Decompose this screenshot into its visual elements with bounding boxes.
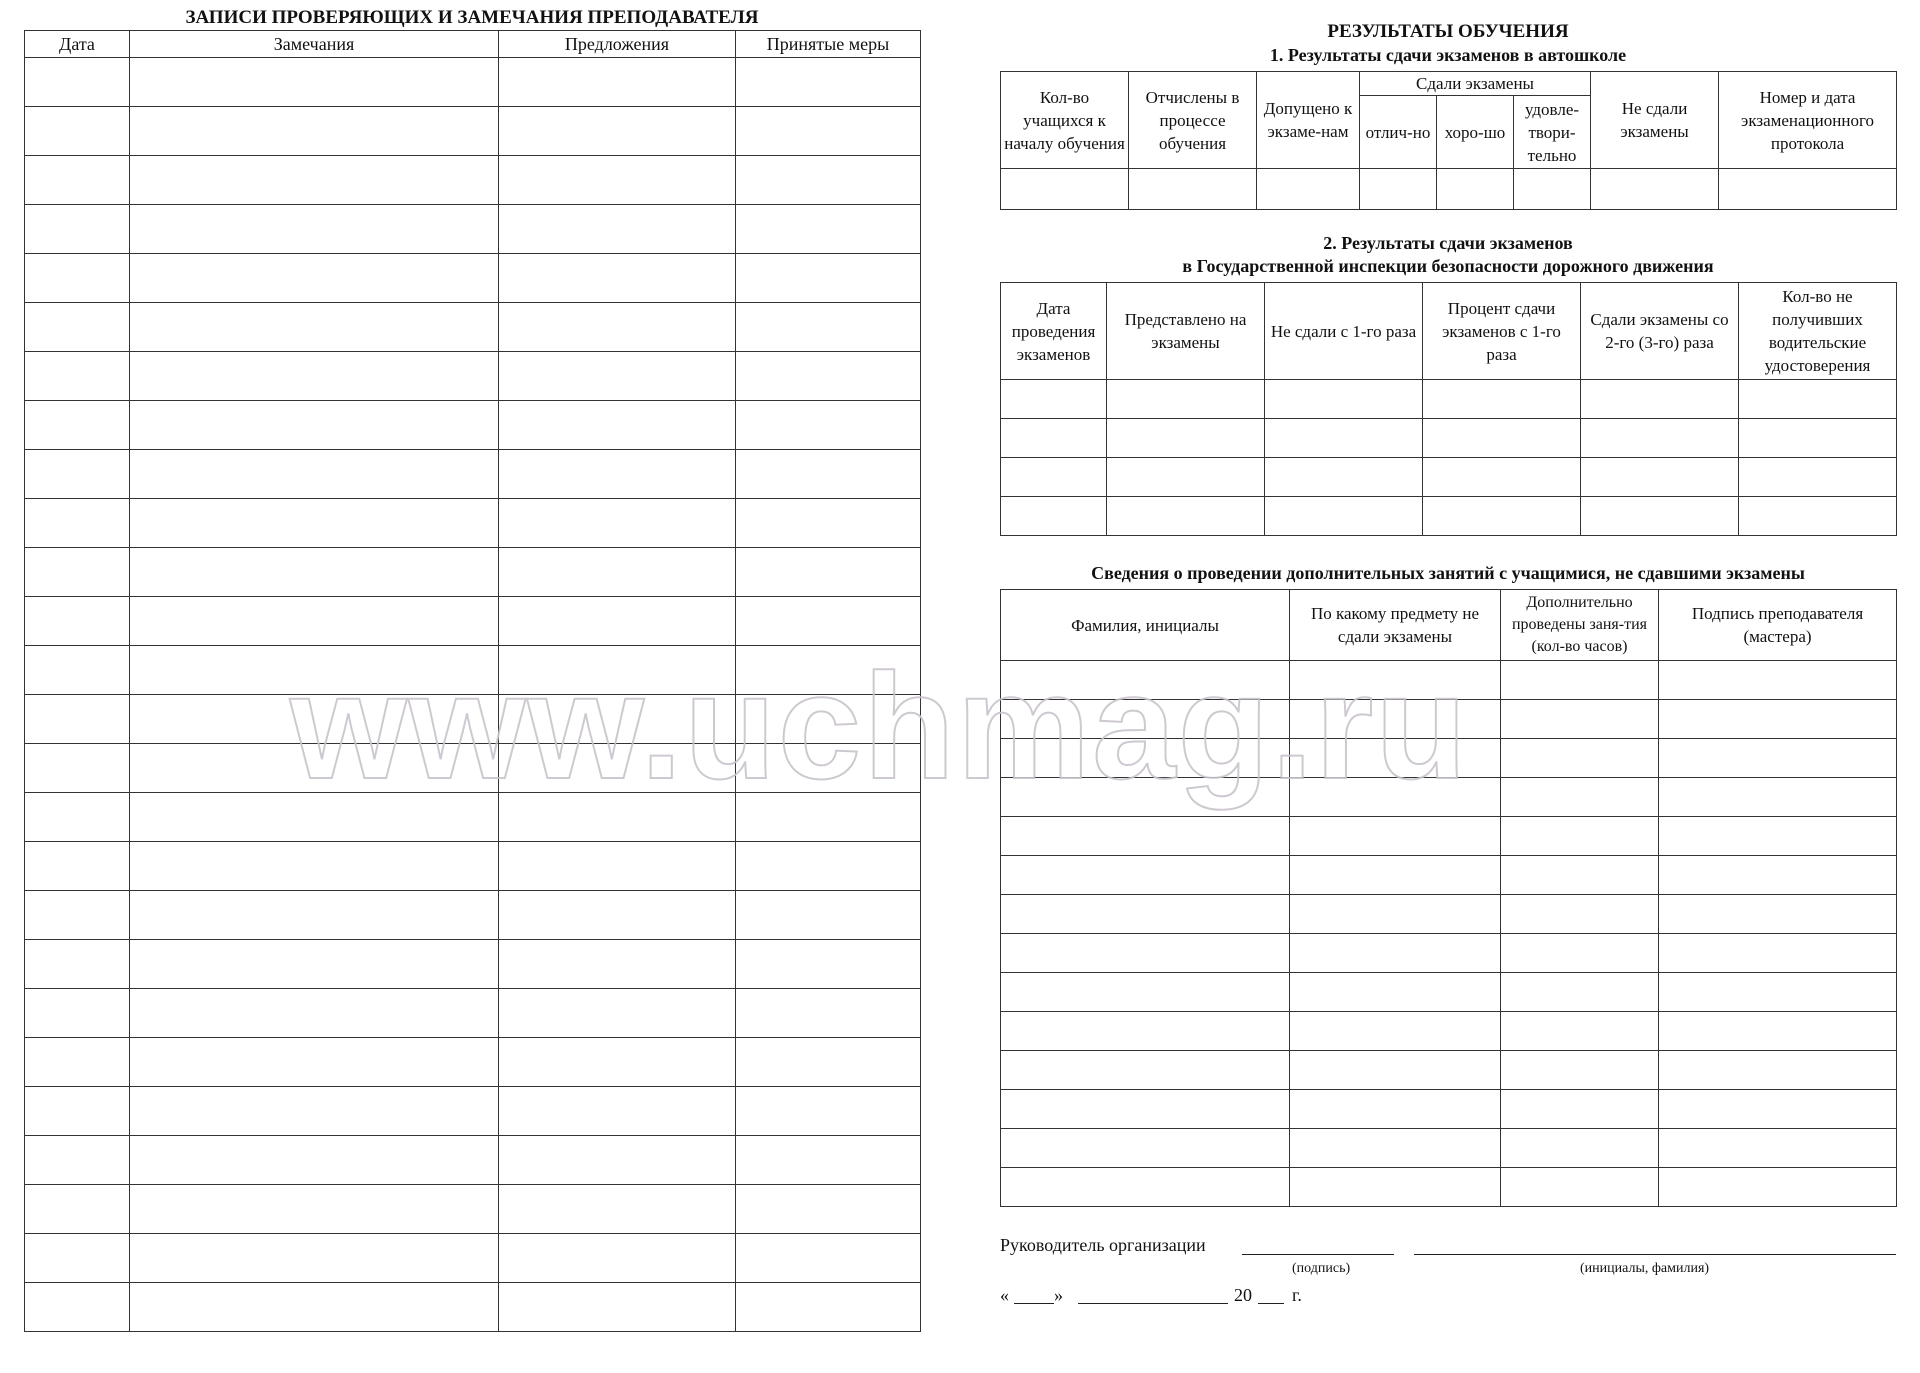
- table-cell[interactable]: [1001, 934, 1290, 973]
- header-name: Фамилия, инициалы: [1001, 590, 1290, 661]
- head-label: Руководитель организации: [1000, 1235, 1206, 1255]
- table-cell[interactable]: [1265, 458, 1423, 497]
- table-cell[interactable]: [1659, 778, 1897, 817]
- table-row: [25, 1038, 921, 1087]
- table-cell[interactable]: [130, 205, 499, 254]
- table-row: [25, 989, 921, 1038]
- header-student-count: Кол-во учащихся к началу обучения: [1001, 72, 1129, 169]
- date-close-quote: »: [1054, 1285, 1063, 1305]
- left-page: [24, 6, 920, 1332]
- page-title: ЗАПИСИ ПРОВЕРЯЮЩИХ И ЗАМЕЧАНИЯ ПРЕПОДАВАТЕЛЯ: [185, 7, 759, 28]
- table-row: [25, 940, 921, 989]
- table-cell[interactable]: [499, 1087, 736, 1136]
- table-cell[interactable]: [25, 597, 130, 646]
- table-cell[interactable]: [25, 1087, 130, 1136]
- right-page: [1000, 20, 1896, 1333]
- table-cell[interactable]: [1423, 380, 1581, 419]
- table-cell[interactable]: [1659, 1168, 1897, 1207]
- table-cell[interactable]: [1290, 700, 1501, 739]
- table-cell[interactable]: [499, 401, 736, 450]
- col-header-date: Дата: [25, 31, 130, 58]
- gibdd-exam-results-table: [1000, 282, 1897, 536]
- table-cell[interactable]: [1581, 458, 1739, 497]
- table-cell[interactable]: [1107, 380, 1265, 419]
- year-prefix: 20: [1234, 1285, 1252, 1305]
- table-cell[interactable]: [25, 842, 130, 891]
- watermark: www.uchmag.ru: [290, 642, 1469, 810]
- header-subject: По какому предмету не сдали экзамены: [1290, 590, 1501, 661]
- table-row: [25, 205, 921, 254]
- header-failed-first: Не сдали с 1-го раза: [1265, 283, 1423, 380]
- table-cell[interactable]: [1501, 817, 1659, 856]
- table-row: [25, 1234, 921, 1283]
- table-row: [25, 597, 921, 646]
- year-suffix: г.: [1292, 1285, 1302, 1305]
- col-header-suggestions: Предложения: [499, 31, 736, 58]
- table-cell[interactable]: [130, 1136, 499, 1185]
- table-cell[interactable]: [1739, 458, 1897, 497]
- table-cell[interactable]: [736, 597, 921, 646]
- table-cell[interactable]: [1659, 856, 1897, 895]
- section1-title: 1. Результаты сдачи экзаменов в автошколе: [1269, 45, 1627, 65]
- table-row: [1001, 1012, 1897, 1051]
- table-row: [1001, 169, 1897, 210]
- table-row: [25, 646, 921, 695]
- table-cell[interactable]: [25, 401, 130, 450]
- table-cell[interactable]: [1423, 458, 1581, 497]
- table-cell[interactable]: [1001, 1168, 1290, 1207]
- table-cell[interactable]: [1739, 380, 1897, 419]
- table-cell[interactable]: [736, 352, 921, 401]
- table-cell[interactable]: [1265, 419, 1423, 458]
- table-cell[interactable]: [1290, 739, 1501, 778]
- table-row: [25, 107, 921, 156]
- table-cell[interactable]: [25, 205, 130, 254]
- header-teacher-signature: Подпись преподавателя (мастера): [1659, 590, 1897, 661]
- header-hours: Дополнительно проведены заня-тия (кол-во часов): [1501, 590, 1659, 661]
- table-cell[interactable]: [1107, 419, 1265, 458]
- table-row: [1001, 739, 1897, 778]
- table-row: [25, 891, 921, 940]
- table-row: [1001, 700, 1897, 739]
- table-cell[interactable]: [1265, 380, 1423, 419]
- table-cell[interactable]: [736, 793, 921, 842]
- table-cell[interactable]: [25, 1283, 130, 1332]
- table-cell[interactable]: [499, 548, 736, 597]
- table-cell[interactable]: [25, 107, 130, 156]
- table-cell[interactable]: [1591, 169, 1719, 210]
- table-cell[interactable]: [1001, 1051, 1290, 1090]
- table-row: [1001, 1090, 1897, 1129]
- table-cell[interactable]: [1290, 1051, 1501, 1090]
- table-cell[interactable]: [1001, 895, 1290, 934]
- table-cell[interactable]: [736, 548, 921, 597]
- table-cell[interactable]: [1001, 458, 1107, 497]
- table-cell[interactable]: [1659, 661, 1897, 700]
- table-cell[interactable]: [1437, 169, 1514, 210]
- table-cell[interactable]: [1659, 895, 1897, 934]
- table-cell[interactable]: [130, 597, 499, 646]
- table-cell[interactable]: [130, 450, 499, 499]
- table-cell[interactable]: [1501, 895, 1659, 934]
- table-cell[interactable]: [1001, 1012, 1290, 1051]
- table-cell[interactable]: [1001, 661, 1290, 700]
- table-cell[interactable]: [499, 156, 736, 205]
- table-cell[interactable]: [130, 1038, 499, 1087]
- table-cell[interactable]: [1659, 739, 1897, 778]
- day-line[interactable]: [1014, 1303, 1054, 1304]
- initials-caption: (инициалы, фамилия): [1580, 1261, 1710, 1276]
- table-cell[interactable]: [130, 58, 499, 107]
- table-cell[interactable]: [1001, 973, 1290, 1012]
- school-exam-results-table: [1000, 71, 1897, 210]
- month-line[interactable]: [1078, 1303, 1228, 1304]
- table-cell[interactable]: [499, 1234, 736, 1283]
- table-cell[interactable]: [25, 695, 130, 744]
- table-row: [25, 254, 921, 303]
- table-row: [1001, 661, 1897, 700]
- table-cell[interactable]: [1423, 497, 1581, 536]
- table-cell[interactable]: [1501, 778, 1659, 817]
- table-row: [25, 401, 921, 450]
- table-cell[interactable]: [1001, 169, 1129, 210]
- header-failed: Не сдали экзамены: [1591, 72, 1719, 169]
- table-cell[interactable]: [1581, 380, 1739, 419]
- table-cell[interactable]: [1290, 1129, 1501, 1168]
- table-cell[interactable]: [130, 646, 499, 695]
- section2-title-line1: 2. Результаты сдачи экзаменов: [1323, 233, 1573, 253]
- table-cell[interactable]: [130, 401, 499, 450]
- table-cell[interactable]: [25, 548, 130, 597]
- table-cell[interactable]: [736, 646, 921, 695]
- table-row: [1001, 380, 1897, 419]
- table-row: [1001, 895, 1897, 934]
- table-cell[interactable]: [499, 1136, 736, 1185]
- table-cell[interactable]: [1501, 1168, 1659, 1207]
- table-cell[interactable]: [736, 450, 921, 499]
- table-row: [1001, 934, 1897, 973]
- table-cell[interactable]: [736, 1087, 921, 1136]
- table-cell[interactable]: [25, 254, 130, 303]
- table-cell[interactable]: [130, 1283, 499, 1332]
- table-cell[interactable]: [736, 989, 921, 1038]
- table-row: [25, 58, 921, 107]
- table-cell[interactable]: [130, 1185, 499, 1234]
- header-no-license: Кол-во не получивших водительские удостоверения: [1739, 283, 1897, 380]
- table-cell[interactable]: [1290, 1090, 1501, 1129]
- table-cell[interactable]: [1001, 739, 1290, 778]
- table-cell[interactable]: [130, 695, 499, 744]
- table-cell[interactable]: [736, 744, 921, 793]
- table-cell[interactable]: [1290, 778, 1501, 817]
- table-cell[interactable]: [1501, 973, 1659, 1012]
- table-cell[interactable]: [499, 107, 736, 156]
- table-cell[interactable]: [1659, 700, 1897, 739]
- table-cell[interactable]: [25, 156, 130, 205]
- table-cell[interactable]: [25, 1136, 130, 1185]
- table-row: [25, 842, 921, 891]
- table-cell[interactable]: [1290, 1012, 1501, 1051]
- header-exam-date: Дата проведения экзаменов: [1001, 283, 1107, 380]
- table-row: [1001, 1051, 1897, 1090]
- table-cell[interactable]: [25, 1234, 130, 1283]
- table-cell[interactable]: [1001, 1129, 1290, 1168]
- table-cell[interactable]: [1107, 497, 1265, 536]
- header-protocol: Номер и дата экзаменационного протокола: [1719, 72, 1897, 169]
- table-cell[interactable]: [130, 254, 499, 303]
- table-cell[interactable]: [736, 205, 921, 254]
- table-cell[interactable]: [25, 303, 130, 352]
- table-row: [1001, 1129, 1897, 1168]
- table-cell[interactable]: [499, 940, 736, 989]
- table-row: [1001, 497, 1897, 536]
- table-cell[interactable]: [1501, 856, 1659, 895]
- table-cell[interactable]: [499, 1283, 736, 1332]
- table-cell[interactable]: [499, 1185, 736, 1234]
- table-cell[interactable]: [499, 842, 736, 891]
- table-cell[interactable]: [25, 744, 130, 793]
- table-cell[interactable]: [1001, 1090, 1290, 1129]
- table-cell[interactable]: [25, 646, 130, 695]
- table-cell[interactable]: [130, 548, 499, 597]
- table-cell[interactable]: [499, 646, 736, 695]
- table-cell[interactable]: [736, 940, 921, 989]
- col-header-remarks: Замечания: [130, 31, 499, 58]
- table-cell[interactable]: [736, 1136, 921, 1185]
- table-cell[interactable]: [499, 303, 736, 352]
- table-cell[interactable]: [1501, 1090, 1659, 1129]
- table-row: [25, 1283, 921, 1332]
- table-cell[interactable]: [1501, 661, 1659, 700]
- table-cell[interactable]: [736, 499, 921, 548]
- signature-caption: (подпись): [1292, 1261, 1351, 1276]
- signature-line[interactable]: [1242, 1254, 1394, 1255]
- table-row: [1001, 856, 1897, 895]
- table-cell[interactable]: [1001, 817, 1290, 856]
- section2-title-line2: в Государственной инспекции безопасности дорожного движения: [1182, 256, 1714, 276]
- table-cell[interactable]: [25, 891, 130, 940]
- table-cell[interactable]: [1581, 497, 1739, 536]
- header-expelled: Отчислены в процессе обучения: [1129, 72, 1257, 169]
- table-cell[interactable]: [499, 891, 736, 940]
- table-row: [25, 1136, 921, 1185]
- header-excellent: отлич-но: [1360, 96, 1437, 169]
- table-row: [25, 744, 921, 793]
- table-cell[interactable]: [25, 499, 130, 548]
- table-cell[interactable]: [1290, 1168, 1501, 1207]
- table-cell[interactable]: [736, 695, 921, 744]
- table-row: [25, 156, 921, 205]
- table-cell[interactable]: [736, 58, 921, 107]
- table-cell[interactable]: [736, 401, 921, 450]
- inspector-notes-table: [24, 30, 921, 1332]
- table-cell[interactable]: [1001, 700, 1290, 739]
- table-cell[interactable]: [1290, 895, 1501, 934]
- table-cell[interactable]: [25, 940, 130, 989]
- table-cell[interactable]: [1290, 973, 1501, 1012]
- table-row: [25, 793, 921, 842]
- table-cell[interactable]: [130, 744, 499, 793]
- table-cell[interactable]: [499, 744, 736, 793]
- table-cell[interactable]: [1659, 973, 1897, 1012]
- table-cell[interactable]: [1265, 497, 1423, 536]
- table-cell[interactable]: [499, 793, 736, 842]
- table-row: [25, 1087, 921, 1136]
- table-cell[interactable]: [736, 842, 921, 891]
- table-cell[interactable]: [1659, 1012, 1897, 1051]
- table-cell[interactable]: [25, 352, 130, 401]
- table-cell[interactable]: [499, 499, 736, 548]
- table-cell[interactable]: [1739, 497, 1897, 536]
- header-presented: Представлено на экзамены: [1107, 283, 1265, 380]
- table-cell[interactable]: [1501, 1051, 1659, 1090]
- table-cell[interactable]: [130, 940, 499, 989]
- table-row: [1001, 1168, 1897, 1207]
- year-line[interactable]: [1258, 1303, 1284, 1304]
- table-cell[interactable]: [1501, 934, 1659, 973]
- table-cell[interactable]: [1257, 169, 1360, 210]
- table-cell[interactable]: [25, 1185, 130, 1234]
- table-cell[interactable]: [499, 450, 736, 499]
- table-row: [1001, 817, 1897, 856]
- table-row: [25, 1185, 921, 1234]
- table-cell[interactable]: [25, 58, 130, 107]
- table-cell[interactable]: [1001, 856, 1290, 895]
- table-cell[interactable]: [736, 254, 921, 303]
- table-cell[interactable]: [1107, 458, 1265, 497]
- table-cell[interactable]: [1739, 419, 1897, 458]
- table-cell[interactable]: [1360, 169, 1437, 210]
- table-cell[interactable]: [130, 499, 499, 548]
- table-cell[interactable]: [499, 58, 736, 107]
- table-cell[interactable]: [1659, 1129, 1897, 1168]
- table-cell[interactable]: [1001, 380, 1107, 419]
- table-row: [25, 303, 921, 352]
- table-cell[interactable]: [499, 205, 736, 254]
- header-percent-first: Процент сдачи экзаменов с 1-го раза: [1423, 283, 1581, 380]
- table-cell[interactable]: [1501, 700, 1659, 739]
- table-row: [1001, 778, 1897, 817]
- table-cell[interactable]: [130, 842, 499, 891]
- table-cell[interactable]: [1581, 419, 1739, 458]
- table-cell[interactable]: [130, 303, 499, 352]
- table-cell[interactable]: [25, 989, 130, 1038]
- table-cell[interactable]: [1659, 817, 1897, 856]
- table-cell[interactable]: [736, 1185, 921, 1234]
- header-passed-second: Сдали экзамены со 2-го (3-го) раза: [1581, 283, 1739, 380]
- table-row: [1001, 419, 1897, 458]
- table-cell[interactable]: [130, 793, 499, 842]
- table-row: [25, 695, 921, 744]
- header-good: хоро-шо: [1437, 96, 1514, 169]
- table-row: [25, 352, 921, 401]
- table-cell[interactable]: [499, 352, 736, 401]
- table-cell[interactable]: [130, 891, 499, 940]
- table-cell[interactable]: [1129, 169, 1257, 210]
- table-cell[interactable]: [736, 1283, 921, 1332]
- table-cell[interactable]: [736, 891, 921, 940]
- table-row: [25, 499, 921, 548]
- table-cell[interactable]: [736, 303, 921, 352]
- table-cell[interactable]: [499, 1038, 736, 1087]
- table-row: [25, 548, 921, 597]
- table-cell[interactable]: [1659, 1090, 1897, 1129]
- table-cell[interactable]: [130, 352, 499, 401]
- table-cell[interactable]: [130, 989, 499, 1038]
- table-row: [1001, 458, 1897, 497]
- table-cell[interactable]: [25, 1038, 130, 1087]
- table-cell[interactable]: [1290, 856, 1501, 895]
- table-cell[interactable]: [1001, 778, 1290, 817]
- table-cell[interactable]: [1719, 169, 1897, 210]
- table-cell[interactable]: [499, 597, 736, 646]
- table-cell[interactable]: [499, 695, 736, 744]
- table-cell[interactable]: [1659, 934, 1897, 973]
- table-row: [25, 450, 921, 499]
- header-passed-group: Сдали экзамены: [1360, 72, 1591, 96]
- table-cell[interactable]: [736, 1038, 921, 1087]
- table-cell[interactable]: [1501, 739, 1659, 778]
- table-cell[interactable]: [130, 107, 499, 156]
- table-cell[interactable]: [25, 450, 130, 499]
- additional-lessons-table: [1000, 589, 1897, 1207]
- table-cell[interactable]: [1659, 1051, 1897, 1090]
- table-cell[interactable]: [499, 254, 736, 303]
- table-cell[interactable]: [1001, 419, 1107, 458]
- header-admitted: Допущено к экзаме-нам: [1257, 72, 1360, 169]
- col-header-measures: Принятые меры: [736, 31, 921, 58]
- date-open-quote: «: [1000, 1285, 1009, 1305]
- table-cell[interactable]: [1423, 419, 1581, 458]
- header-satisfactory: удовле-твори-тельно: [1514, 96, 1591, 169]
- table-cell[interactable]: [25, 793, 130, 842]
- signature-block: [1000, 1233, 1896, 1333]
- table-cell[interactable]: [736, 1234, 921, 1283]
- results-title: РЕЗУЛЬТАТЫ ОБУЧЕНИЯ: [1327, 21, 1569, 42]
- table-cell[interactable]: [130, 1087, 499, 1136]
- table-cell[interactable]: [1290, 817, 1501, 856]
- table-cell[interactable]: [736, 156, 921, 205]
- table-cell[interactable]: [130, 1234, 499, 1283]
- table-cell[interactable]: [1501, 1129, 1659, 1168]
- table-row: [1001, 973, 1897, 1012]
- table-cell[interactable]: [499, 989, 736, 1038]
- table-cell[interactable]: [1290, 661, 1501, 700]
- section3-title: Сведения о проведении дополнительных занятий с учащимися, не сдавшими экзамены: [1091, 563, 1805, 583]
- table-cell[interactable]: [1501, 1012, 1659, 1051]
- initials-line[interactable]: [1414, 1254, 1896, 1255]
- table-cell[interactable]: [1290, 934, 1501, 973]
- table-cell[interactable]: [1001, 497, 1107, 536]
- table-cell[interactable]: [130, 156, 499, 205]
- table-cell[interactable]: [1514, 169, 1591, 210]
- table-cell[interactable]: [736, 107, 921, 156]
